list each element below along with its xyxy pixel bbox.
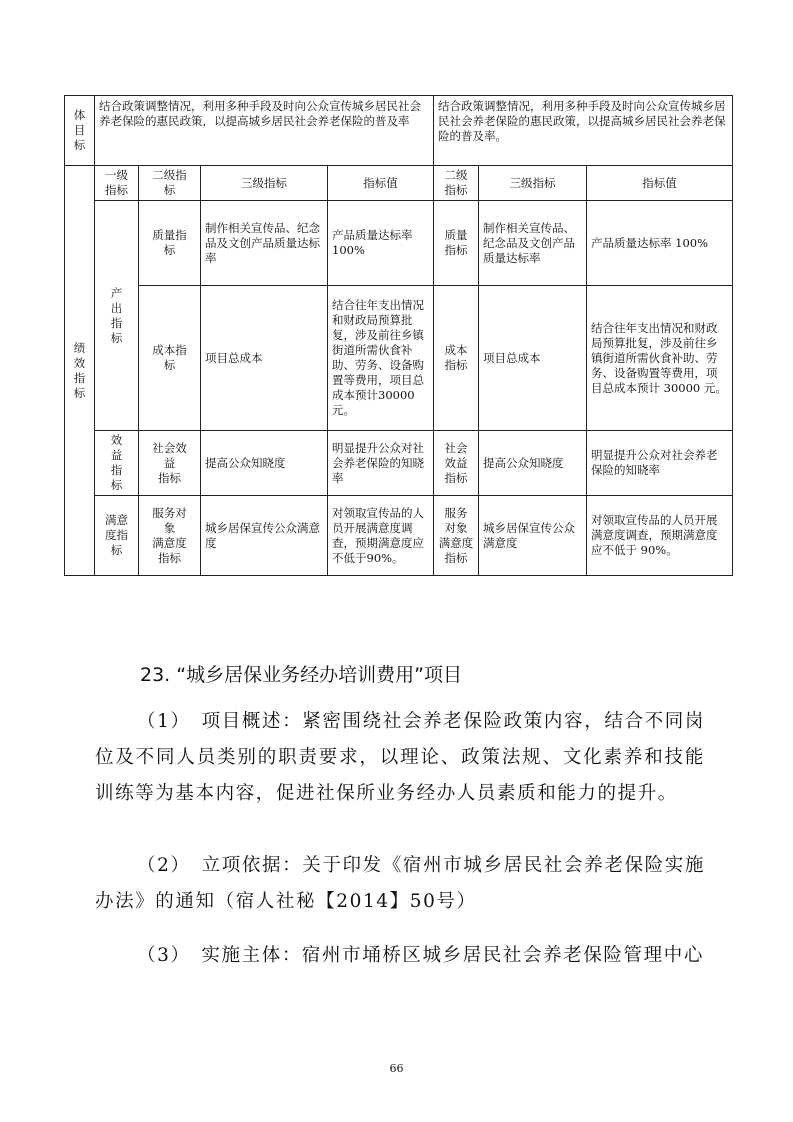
cost-l3-right: 项目总成本: [479, 286, 587, 431]
performance-label: 绩 效 指 标: [65, 166, 95, 576]
cost-value: 结合往年支出情况和财政局预算批复，涉及前往乡镇街道所需伙食补助、劳务、设备购置等费用，项目总成本预计30000元。: [328, 286, 434, 431]
goal-text-right: 结合政策调整情况，利用多种手段及时向公众宣传城乡居民社会养老保险的惠民政策，以提高城乡居民社会养老保险的普及率。: [434, 96, 733, 166]
goal-label: 体 目 标: [65, 96, 95, 166]
goal-text-left: 结合政策调整情况，利用多种手段及时向公众宣传城乡居民社会养老保险的惠民政策，以提高城乡居民社会养老保险的普及率: [95, 96, 434, 166]
header-level2: 二级指 标: [139, 166, 201, 201]
header-level3-right: 三级指标: [479, 166, 587, 201]
quality-l2: 质量指 标: [139, 201, 201, 286]
paragraph-entity: （3） 实施主体：宿州市埇桥区城乡居民社会养老保险管理中心: [137, 945, 704, 966]
output-label: 产 出 指 标: [95, 201, 139, 431]
performance-indicator-table: [64, 95, 733, 576]
satisfaction-l2: 服务对 象 满意度 指标: [139, 496, 201, 576]
satisfaction-l2-right: 服务 对象 满意度 指标: [434, 496, 479, 576]
header-level3: 三级指标: [201, 166, 328, 201]
header-value-right: 指标值: [587, 166, 733, 201]
header-level1: 一级 指标: [95, 166, 139, 201]
quality-value: 产品质量达标率 100%: [328, 201, 434, 286]
benefit-l1: 效 益 指 标: [95, 431, 139, 496]
satisfaction-value-right: 对领取宣传品的人员开展满意度调查，预期满意度应不低于 90%。: [587, 496, 733, 576]
quality-l2-right: 质量 指标: [434, 201, 479, 286]
header-level2-right: 二级 指标: [434, 166, 479, 201]
quality-l3-right: 制作相关宣传品、纪念品及文创产品质量达标率: [479, 201, 587, 286]
cost-l2: 成本指 标: [139, 286, 201, 431]
benefit-l2: 社会效 益 指标: [139, 431, 201, 496]
satisfaction-l1: 满意 度指 标: [95, 496, 139, 576]
paragraph-basis: （2） 立项依据：关于印发《宿州市城乡居民社会养老保险实施办法》的通知（宿人社秘【2014】50号）: [95, 855, 705, 912]
benefit-l3-right: 提高公众知晓度: [479, 431, 587, 496]
cost-l3: 项目总成本: [201, 286, 328, 431]
page-number: 66: [389, 1062, 404, 1075]
header-value: 指标值: [328, 166, 434, 201]
quality-value-right: 产品质量达标率 100%: [587, 201, 733, 286]
cost-l2-right: 成本 指标: [434, 286, 479, 431]
cost-value-right: 结合往年支出情况和财政局预算批复，涉及前往乡镇街道所需伙食补助、劳务、设备购置等费用，项目总成本预计 30000 元。: [587, 286, 733, 431]
benefit-value: 明显提升公众对社会养老保险的知晓率: [328, 431, 434, 496]
satisfaction-value: 对领取宣传品的人员开展满意度调查，预期满意度应不低于90%。: [328, 496, 434, 576]
quality-l3: 制作相关宣传品、纪念品及文创产品质量达标率: [201, 201, 328, 286]
section-heading: 23. “城乡居保业务经办培训费用”项目: [140, 664, 462, 686]
benefit-value-right: 明显提升公众对社会养老保险的知晓率: [587, 431, 733, 496]
benefit-l2-right: 社会 效益 指标: [434, 431, 479, 496]
paragraph-overview: （1） 项目概述：紧密围绕社会养老保险政策内容，结合不同岗位及不同人员类别的职责要求，以理论、政策法规、文化素养和技能训练等为基本内容，促进社保所业务经办人员素质和能力的提升。: [95, 711, 705, 804]
satisfaction-l3: 城乡居保宣传公众满意度: [201, 496, 328, 576]
satisfaction-l3-right: 城乡居保宣传公众满意度: [479, 496, 587, 576]
benefit-l3: 提高公众知晓度: [201, 431, 328, 496]
